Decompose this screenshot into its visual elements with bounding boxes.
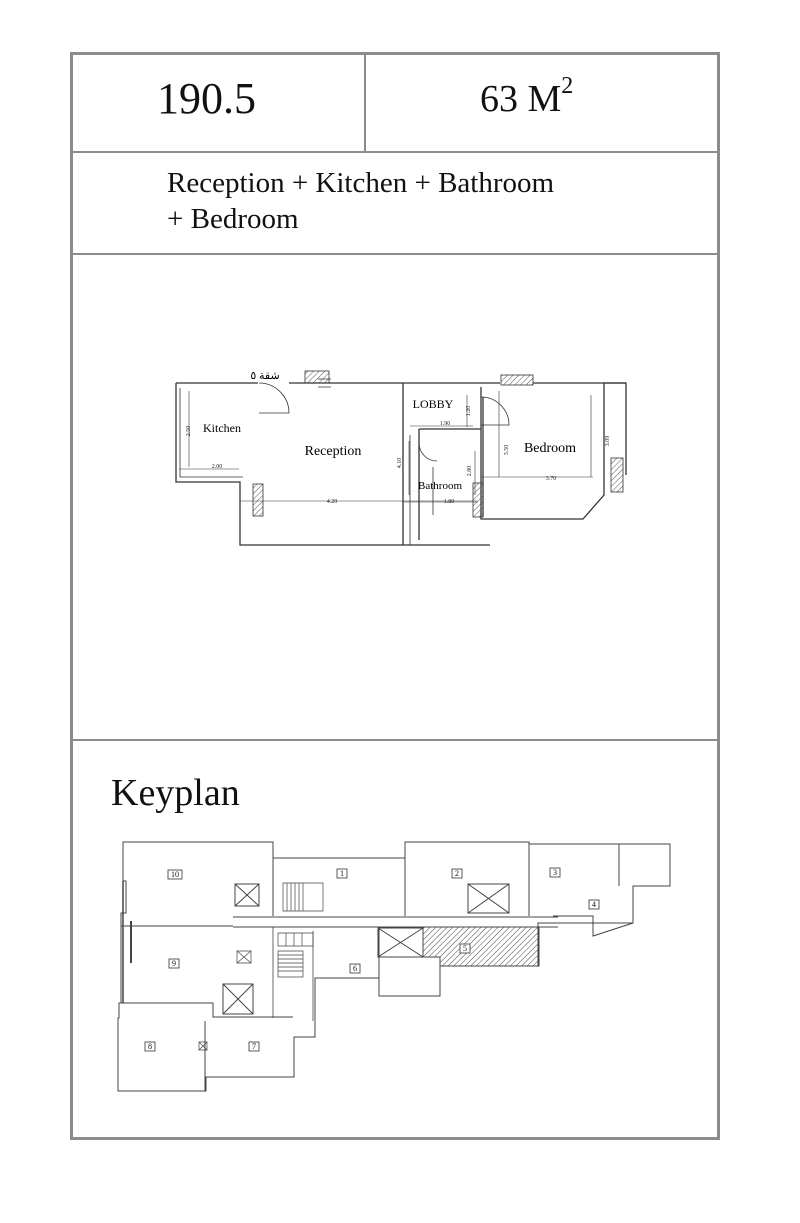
floor-plan-panel <box>73 255 717 741</box>
keyplan-unit-9: 9 <box>172 959 176 968</box>
rooms-line-2: + Bedroom <box>167 203 299 235</box>
keyplan-panel <box>73 741 717 1137</box>
unit-number-cell <box>73 55 366 153</box>
dim-lobby-h: 1.20 <box>466 405 472 417</box>
unit-number: 190.5 <box>157 74 256 123</box>
keyplan-title: Keyplan <box>111 772 240 814</box>
area-text: 63 M <box>480 78 562 120</box>
keyplan-drawing <box>73 741 717 1137</box>
dim-reception-h: 4.10 <box>397 457 403 469</box>
dim-bath-w: 1.80 <box>443 499 455 505</box>
spec-sheet <box>70 52 720 1140</box>
room-label-bathroom: Bathroom <box>418 480 462 492</box>
room-label-reception: Reception <box>304 444 362 459</box>
dim-kitchen-w: 2.00 <box>211 464 223 470</box>
dim-bed-h2: 3.09 <box>605 435 611 447</box>
area-value <box>480 73 574 121</box>
floor-plan-drawing <box>73 255 717 741</box>
keyplan-unit-3: 3 <box>553 868 557 877</box>
keyplan-unit-8: 8 <box>148 1042 152 1051</box>
dim-reception-w: 4.20 <box>326 499 338 505</box>
area-exponent: 2 <box>561 73 574 100</box>
keyplan-unit-1: 1 <box>340 869 344 878</box>
keyplan-unit-10: 10 <box>171 870 179 879</box>
unit-label-arabic: شقة ٥ <box>250 370 280 382</box>
room-label-lobby: LOBBY <box>412 397 454 411</box>
rooms-summary <box>73 153 717 255</box>
rooms-line-1: Reception + Kitchen + Bathroom <box>167 167 555 199</box>
keyplan-unit-7: 7 <box>252 1042 256 1051</box>
keyplan-unit-2: 2 <box>455 869 459 878</box>
dim-bed-h1: 3.50 <box>504 444 510 456</box>
keyplan-unit-5: 5 <box>463 944 467 953</box>
room-label-kitchen: Kitchen <box>203 421 241 435</box>
area-cell <box>366 55 717 153</box>
keyplan-unit-6: 6 <box>353 964 357 973</box>
dim-bed-w: 3.70 <box>545 476 557 482</box>
keyplan-unit-4: 4 <box>592 900 596 909</box>
room-label-bedroom: Bedroom <box>523 441 577 456</box>
dim-lobby-w: 1.90 <box>439 421 451 427</box>
dim-bath-h: 2.80 <box>467 465 473 477</box>
dim-kitchen-h: 2.50 <box>186 425 192 437</box>
